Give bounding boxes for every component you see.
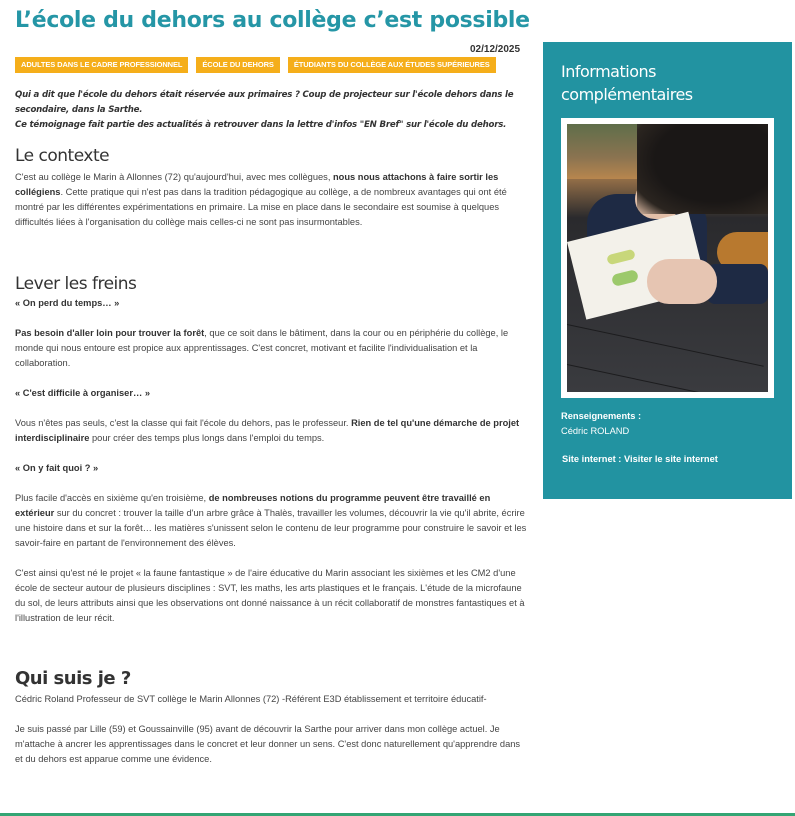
- heading-contexte: Le contexte: [15, 146, 110, 166]
- text: , que ce soit dans le bâtiment, dans la cour ou en périphérie du collège, le monde qui nous entoure est propice aux apprentissages. C'est concret, motivant et facilite l'individualisation et la collaboration.: [15, 328, 509, 368]
- paragraph-faune-fantastique: C'est ainsi qu'est né le projet « la faune fantastique » de l'aire éducative du Marin associant les sixièmes et les CM2 d'une école de secteur autour de plusieurs disciplines : SVT, les maths, les arts plastiques et le français. L'étude de la microfaune du sol, de leurs attributs ainsi que les observations ont donné naissance à un récit collaboratif de monstres fantastiques et à l'illustration de leur récit.: [15, 568, 525, 623]
- publication-date: 02/12/2025: [470, 44, 521, 55]
- heading-lever-les-freins: Lever les freins: [15, 274, 137, 294]
- text: Vous n'êtes pas seuls, c'est la classe qui fait l'école du dehors, pas le professeur.: [15, 418, 352, 428]
- contact-label: Renseignements :: [561, 411, 642, 421]
- tag-etudiants-college-etudes-superieures[interactable]: ÉTUDIANTS DU COLLÈGE AUX ÉTUDES SUPÉRIEURES: [288, 57, 496, 73]
- contact-name: Cédric ROLAND: [561, 426, 630, 436]
- photo-frame: [561, 118, 774, 398]
- website-label: Site internet :: [562, 454, 624, 464]
- emphasis: de nombreuses notions du programme peuvent être travaillé en extérieur: [15, 493, 491, 518]
- article-intro: [15, 88, 527, 133]
- tag-adultes-cadre-professionnel[interactable]: ADULTES DANS LE CADRE PROFESSIONNEL: [15, 57, 188, 73]
- article-body: [15, 88, 527, 767]
- text: sur du concret : trouver la taille d'un arbre grâce à Thalès, travailler les volumes, découvrir la vie qu'il abrite, écrire une histoire dans et sur la forêt… les matières s'unissent selon le contenu de leur programme pour construire le savoir et les savoir-faire en partant de l'environnement des élèves.: [15, 508, 527, 548]
- quote-on-perd-du-temps: « On perd du temps… »: [15, 298, 120, 308]
- sidebar-title: [561, 60, 693, 106]
- quote-difficile-a-organiser: « C'est difficile à organiser… »: [15, 388, 150, 398]
- photo-detail: [567, 364, 764, 392]
- text: Plus facile d'accès en sixième qu'en troisième,: [15, 493, 209, 503]
- sidebar-title-line-2: complémentaires: [561, 85, 693, 104]
- paragraph-organisation: [15, 416, 527, 446]
- intro-line-1: Qui a dit que l'école du dehors était réservée aux primaires ? Coup de projecteur sur l'école dehors dans le secondaire, dans la Sarthe.: [15, 90, 514, 115]
- photo-forest-background: [567, 124, 647, 179]
- photo-detail: [567, 324, 764, 367]
- tag-list: [15, 57, 496, 73]
- emphasis: Pas besoin d'aller loin pour trouver la forêt: [15, 328, 205, 338]
- paragraph-programme: [15, 491, 527, 551]
- emphasis: Rien de tel qu'une démarche de projet interdisciplinaire: [15, 418, 520, 443]
- intro-line-2: Ce témoignage fait partie des actualités à retrouver dans la lettre d'infos "EN Bref" sur l'école du dehors.: [15, 120, 507, 130]
- heading-qui-suis-je: Qui suis je ?: [15, 668, 131, 689]
- photo-detail: [637, 124, 768, 214]
- emphasis: nous nous attachons à faire sortir les collégiens: [15, 172, 499, 197]
- sidebar-title-line-1: Informations: [561, 62, 656, 81]
- article-photo[interactable]: [567, 124, 768, 392]
- paragraph-presentation: Cédric Roland Professeur de SVT collège le Marin Allonnes (72) -Référent E3D établissement et territoire éducatif-: [15, 694, 487, 704]
- paragraph-parcours: Je suis passé par Lille (59) et Goussainville (95) avant de découvrir la Sarthe pour arriver dans mon collège actuel. Je m'attache à ancrer les apprentissages dans le concret et leur donner un sens. C'est donc naturellement qu'apprendre dans et du dehors est apparue comme une évidence.: [15, 724, 521, 764]
- text: pour créer des temps plus longs dans l'emploi du temps.: [89, 433, 325, 443]
- sidebar-informations: [543, 42, 792, 499]
- website-link[interactable]: Visiter le site internet: [624, 454, 718, 464]
- tag-ecole-du-dehors[interactable]: ÉCOLE DU DEHORS: [196, 57, 279, 73]
- paragraph-foret: [15, 326, 527, 371]
- paragraph-contexte: [15, 170, 527, 230]
- text: C'est au collège le Marin à Allonnes (72) qu'aujourd'hui, avec mes collègues,: [15, 172, 333, 182]
- photo-detail: [647, 259, 717, 304]
- page-title: L’école du dehors au collège c’est possible: [15, 8, 530, 33]
- website-row: [562, 452, 718, 467]
- quote-on-y-fait-quoi: « On y fait quoi ? »: [15, 463, 99, 473]
- text: . Cette pratique qui n'est pas dans la tradition pédagogique au collège, a de nombreux avantages qui ont été montré par les différentes expérimentations en primaire. La mise en place dans le secondaire est soumise à quelques difficultés liées à l'organisation du collège mais celles-ci ne sont pas insurmontables.: [15, 187, 507, 227]
